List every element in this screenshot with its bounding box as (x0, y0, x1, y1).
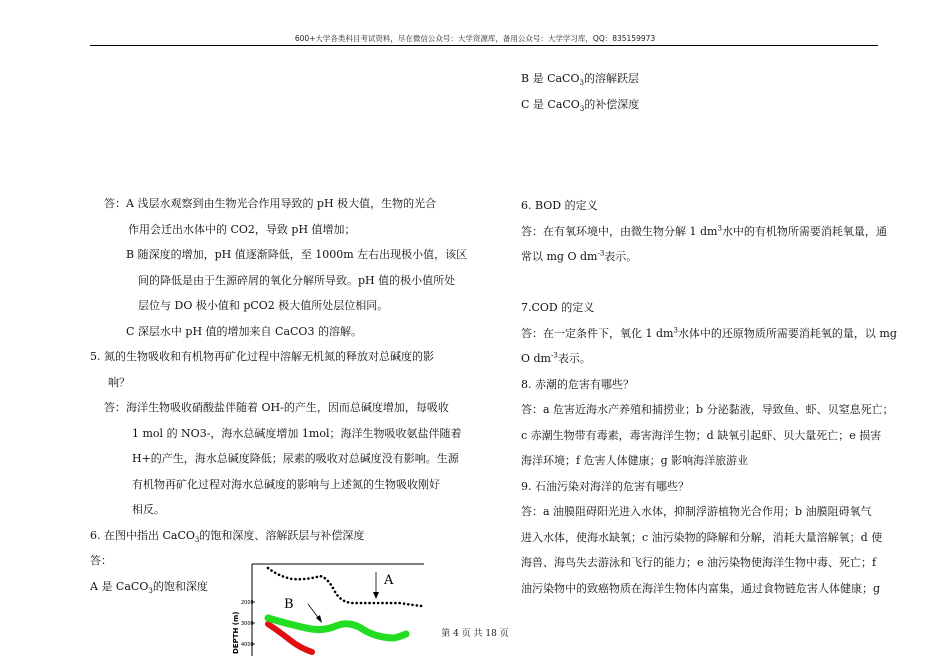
answer-6-c-text: C 是 CaCO (521, 97, 580, 111)
answer-cod-text-end: 水体中的还原物质所需要消耗氧的量，以 mg (677, 326, 897, 340)
question-5-line-1: 5. 氮的生物吸收和有机物再矿化过程中溶解无机氮的释放对总碱度的影 (90, 350, 434, 363)
answer-cod-line-2 (521, 346, 881, 372)
answer-bod-line-2 (521, 244, 881, 270)
answer-6-c (521, 92, 881, 118)
answer-9-line-1: 答：a 油膜阻碍阳光进入水体，抑制浮游植物光合作用；b 油膜阻碍氧气 (521, 505, 872, 518)
question-9: 9. 石油污染对海洋的危害有哪些？ (521, 479, 689, 493)
answer-a-line-1: 答：A 浅层水观察到由生物光合作用导致的 pH 极大值，生物的光合 (104, 197, 437, 210)
arrow-a-head (373, 592, 379, 599)
question-bod: 6. BOD 的定义 (521, 199, 598, 212)
answer-6-b-text-end: 的溶解跃层 (583, 72, 639, 85)
spacer (521, 270, 881, 296)
answer-cod-line-1 (521, 321, 897, 347)
left-column (90, 191, 490, 599)
answer-cod-text: 答：在一定条件下，氧化 1 dm (521, 326, 674, 340)
figure-tick-4000: 4000 (241, 642, 254, 648)
answer-8-line-3: 海洋环境；f 危害人体健康；g 影响海洋旅游业 (521, 454, 749, 467)
answer-6-label: 答： (90, 554, 112, 567)
answer-cod-line-2-text: O dm (521, 352, 551, 365)
answer-6-a-text-end: 的饱和深度 (152, 579, 208, 593)
answer-6-b-subscript: 3 (579, 79, 584, 88)
answer-5-line-4: 有机物再矿化过程对海水总碱度的影响与上述氮的生物吸收刚好 (132, 477, 440, 491)
question-cod: 7.COD 的定义 (521, 301, 595, 314)
answer-bod-line-2-text-end: 表示。 (604, 250, 638, 263)
answer-9-line-3: 海兽、海鸟失去游泳和飞行的能力；e 油污染物使海洋生物中毒、死亡；f (521, 556, 877, 569)
answer-b-line-2: 间的降低是由于生源碎屑的氧化分解所导致。pH 值的极小值所处 (138, 273, 456, 287)
figure-tick-2000: 2000 (241, 600, 254, 606)
answer-bod-line-2-text: 常以 mg O dm (521, 250, 598, 263)
answer-bod-superscript: 3 (717, 223, 722, 232)
page-header: 600+大学各类科目考试资料，尽在微信公众号：大学资源库，备用公众号：大学学习库，QQ：835159973 (294, 34, 656, 43)
spacer (521, 117, 881, 193)
answer-9-line-4: 油污染物中的致癌物质在海洋生物体内富集，通过食物链危害人体健康；g (521, 581, 881, 595)
answer-5-line-1: 答：海洋生物吸收硝酸盐伴随着 OH-的产生，因而总碱度增加，每吸收 (104, 401, 449, 414)
answer-9-line-2: 进入水体，使海水缺氧；c 油污染物的降解和分解，消耗大量溶解氧；d 使 (521, 530, 883, 544)
question-6 (90, 523, 490, 549)
answer-6-c-subscript: 3 (579, 104, 585, 113)
label-a: A (384, 573, 394, 588)
answer-bod-text: 答：在有氧环境中，由微生物分解 1 dm (521, 224, 718, 238)
answer-5-line-5: 相反。 (132, 503, 165, 516)
answer-5-line-2: 1 mol 的 NO3-，海水总碱度增加 1mol；海洋生物吸收氨盐伴随着 (132, 426, 462, 440)
answer-cod-superscript: 3 (673, 325, 678, 334)
answer-b-line-1: B 随深度的增加，pH 值逐渐降低，至 1000m 左右出现极小值，该区 (126, 248, 468, 261)
answer-6-b (521, 66, 881, 92)
answer-8-line-1: 答：a 危害近海水产养殖和捕捞业；b 分泌黏液，导致鱼、虾、贝窒息死亡； (521, 403, 894, 416)
figure-tick-3000: 3000 (241, 621, 254, 627)
answer-8-line-2: c 赤潮生物带有毒素，毒害海洋生物；d 缺氧引起虾、贝大量死亡；e 损害 (521, 428, 882, 442)
header-rule (90, 45, 878, 46)
answer-bod-text-end: 水中的有机物所需要消耗氧量，通 (721, 224, 887, 238)
question-6-subscript: 3 (194, 535, 200, 544)
answer-b-line-3: 层位与 DO 极小值和 pCO2 极大值所处层位相同。 (138, 299, 389, 312)
answer-bod-line-2-superscript: -3 (597, 249, 605, 258)
answer-cod-line-2-superscript: -3 (551, 351, 558, 360)
answer-6-b-text: B 是 CaCO (521, 72, 580, 85)
answer-c-line: C 深层水中 pH 值的增加来自 CaCO3 的溶解。 (126, 324, 362, 338)
question-6-text-end: 的饱和深度、溶解跃层与补偿深度 (199, 528, 365, 542)
answer-6-c-text-end: 的补偿深度 (584, 97, 640, 111)
figure-axis-label: DEPTH (m) (232, 611, 240, 654)
answer-6-a-subscript: 3 (148, 586, 153, 595)
question-6-text: 6. 在图中指出 CaCO (90, 528, 195, 542)
answer-5-line-3: H+的产生，海水总碱度降低；尿素的吸收对总碱度没有影响。生源 (132, 452, 459, 465)
label-b: B (284, 597, 294, 612)
question-5-line-2: 响？ (108, 375, 130, 389)
question-8: 8. 赤潮的危害有哪些？ (521, 377, 634, 391)
answer-bod-line-1 (521, 219, 887, 245)
caco3-depth-figure (228, 562, 428, 656)
page-footer: 第 4 页 共 18 页 (441, 629, 509, 639)
answer-cod-line-2-text-end: 表示。 (557, 352, 591, 365)
answer-6-a-text: A 是 CaCO (90, 579, 149, 593)
answer-a-line-2: 作用会迁出水体中的 CO2，导致 pH 值增加； (128, 222, 356, 236)
right-column (521, 66, 897, 601)
